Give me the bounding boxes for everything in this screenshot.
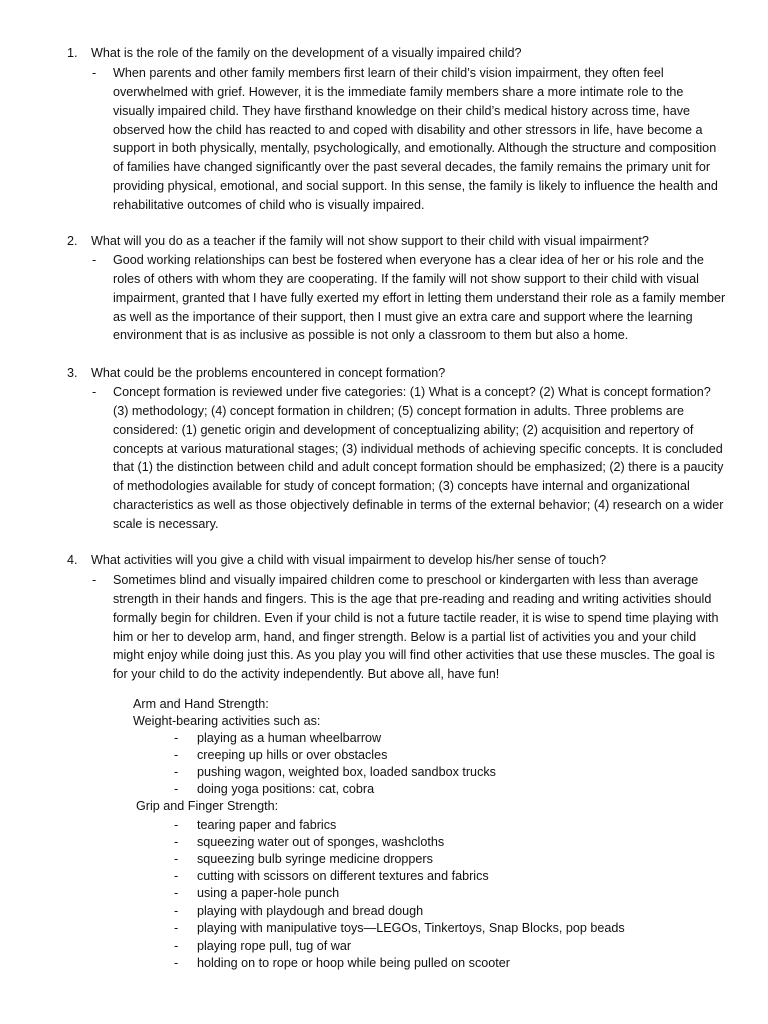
answer-text: Concept formation is reviewed under five categories: (1) What is a concept? (2) What is concept formation? (3) methodology; (4) concept formation in children; (5) concept formation in adults. Three problems are considered: (1) genetic origin and development of conceptualizing ability; (2) acquisition and repertory of concepts at various maturational stages; (3) individual methods of achieving specific concepts. It is concluded that (1) the distinction between child and adult concept formation should be emphasized; (2) there is a paucity of methodologies available for study of concept formation; (3) concepts have internal and organizational characteristics as well as those objectively definable in terms of the external behavior; (4) research on a wider scale is necessary.	[113, 385, 724, 531]
section-heading-grip-finger: Grip and Finger Strength:	[136, 799, 279, 813]
list-bullet: -	[174, 748, 179, 762]
list-item: playing with manipulative toys—LEGOs, Tinkertoys, Snap Blocks, pop beads	[197, 921, 625, 935]
list-item: doing yoga positions: cat, cobra	[197, 782, 375, 796]
question-number: 3.	[67, 366, 78, 380]
list-bullet: -	[174, 869, 179, 883]
list-bullet: -	[174, 835, 179, 849]
list-item: squeezing bulb syringe medicine droppers	[197, 852, 433, 866]
list-item: squeezing water out of sponges, washcloths	[197, 835, 445, 849]
question-text: What will you do as a teacher if the family will not show support to their child with visual impairment?	[91, 234, 649, 248]
list-item: cutting with scissors on different textures and fabrics	[197, 869, 489, 883]
answer-bullet: -	[92, 66, 97, 80]
question-text: What could be the problems encountered in concept formation?	[91, 366, 446, 380]
list-bullet: -	[174, 852, 179, 866]
list-item: playing as a human wheelbarrow	[197, 731, 382, 745]
list-bullet: -	[174, 956, 179, 970]
list-bullet: -	[174, 731, 179, 745]
question-number: 1.	[67, 46, 78, 60]
subheading-weight-bearing: Weight-bearing activities such as:	[133, 714, 321, 728]
question-text: What activities will you give a child with visual impairment to develop his/her sense of touch?	[91, 553, 607, 567]
list-item: using a paper-hole punch	[197, 886, 340, 900]
list-item: creeping up hills or over obstacles	[197, 748, 388, 762]
list-item: playing with playdough and bread dough	[197, 904, 424, 918]
question-text: What is the role of the family on the development of a visually impaired child?	[91, 46, 522, 60]
list-item: playing rope pull, tug of war	[197, 939, 352, 953]
question-number: 2.	[67, 234, 78, 248]
answer-bullet: -	[92, 385, 97, 399]
list-bullet: -	[174, 904, 179, 918]
list-bullet: -	[174, 939, 179, 953]
list-bullet: -	[174, 765, 179, 779]
question-number: 4.	[67, 553, 78, 567]
list-bullet: -	[174, 818, 179, 832]
answer-bullet: -	[92, 253, 97, 267]
list-item: holding on to rope or hoop while being pulled on scooter	[197, 956, 510, 970]
list-item: pushing wagon, weighted box, loaded sandbox trucks	[197, 765, 496, 779]
answer-text: When parents and other family members first learn of their child’s vision impairment, they often feel overwhelmed with grief. However, it is the immediate family members share a more intimate role to the visually impaired child. They have firsthand knowledge on their child’s medical history across time, have observed how the child has reacted to and coped with disability and other stressors in life, have become a support in both physically, mentally, psychologically, and emotionally. Although the structure and composition of families have changed significantly over the past several decades, the family remains the primary unit for providing physical, emotional, and social support. In this sense, the family is likely to influence the health and rehabilitative outcomes of child who is visually impaired.	[113, 66, 718, 212]
answer-text: Sometimes blind and visually impaired children come to preschool or kindergarten with less than average strength in their hands and fingers. This is the age that pre-reading and reading and writing activities should formally begin for children. Even if your child is not a future tactile reader, it is wise to spend time playing with him or her to develop arm, hand, and finger strength. Below is a partial list of activities you and your child might enjoy while doing just this. As you play you will find other activities that use these muscles. The goal is for your child to do the activity independently. But above all, have fun!	[113, 573, 719, 682]
answer-text: Good working relationships can best be fostered when everyone has a clear idea of her or his role and the roles of others with whom they are cooperating. If the family will not show support to their child with visual impairment, granted that I have fully exerted my effort in letting them understand their role as a family member as well as the importance of their support, then I must give an extra care and support where the learning environment that is as inclusive as possible is not only a classroom to them but also a home.	[113, 253, 726, 343]
list-item: tearing paper and fabrics	[197, 818, 337, 832]
list-bullet: -	[174, 886, 179, 900]
section-heading-arm-hand: Arm and Hand Strength:	[133, 697, 269, 711]
list-bullet: -	[174, 921, 179, 935]
answer-bullet: -	[92, 573, 97, 587]
list-bullet: -	[174, 782, 179, 796]
